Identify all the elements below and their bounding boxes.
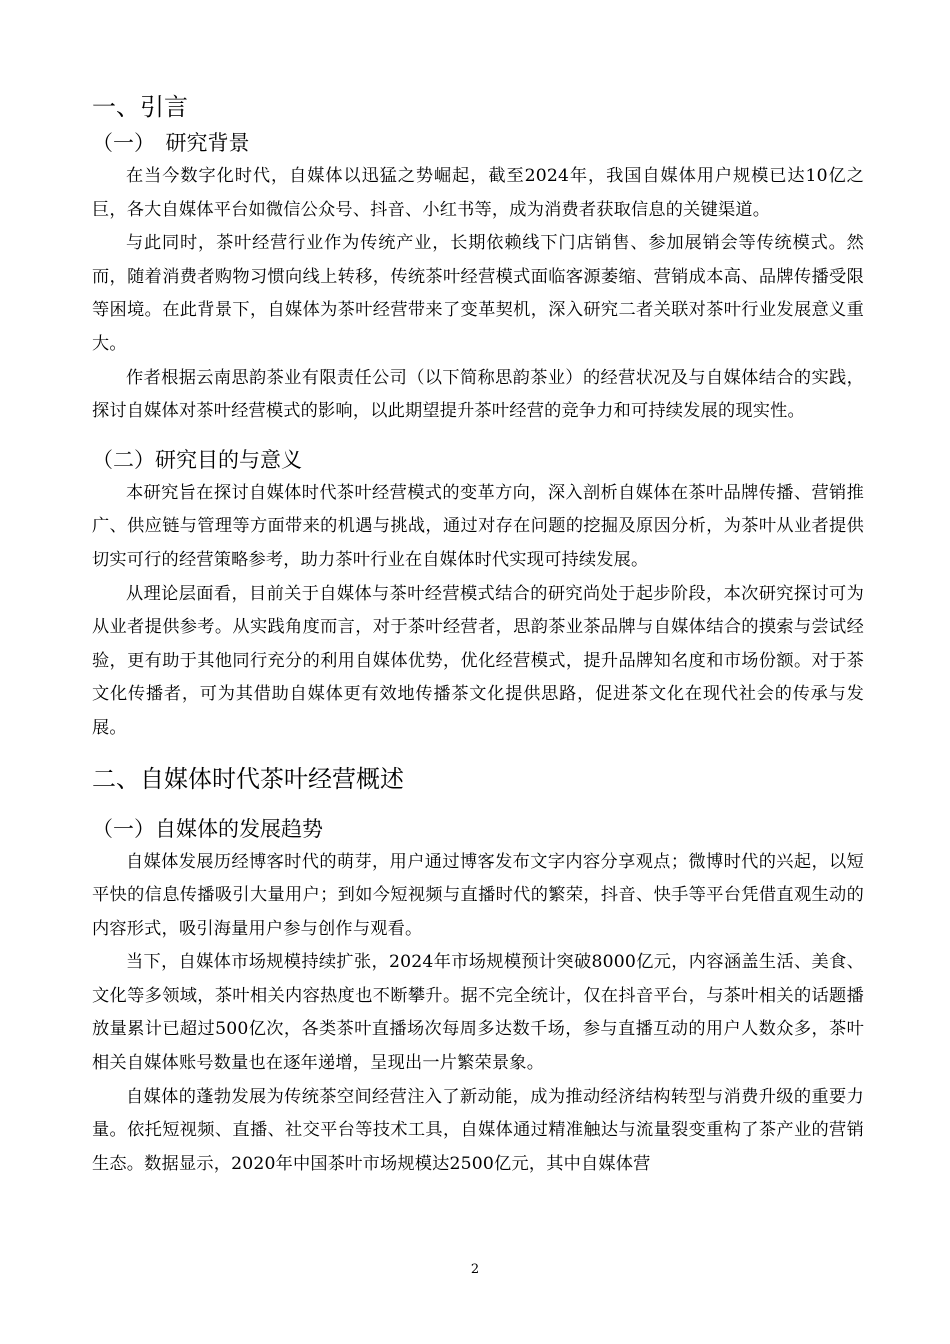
section-heading-introduction: 一、引言 [92,93,188,121]
paragraph: 从理论层面看，目前关于自媒体与茶叶经营模式结合的研究尚处于起步阶段，本次研究探讨可为从业者提供参考。从实践角度而言，对于茶叶经营者，思韵茶业茶品牌与自媒体结合的摸索与尝试经验，更有助于其他同行充分的利用自媒体优势，优化经营模式，提升品牌知名度和市场份额。对于茶文化传播者，可为其借助自媒体更有效地传播茶文化提供思路，促进茶文化在现代社会的传承与发展。 [92,583,864,738]
page-body [92,88,864,1181]
paragraph: 自媒体的蓬勃发展为传统茶空间经营注入了新动能，成为推动经济结构转型与消费升级的重要力量。依托短视频、直播、社交平台等技术工具，自媒体通过精准触达与流量裂变重构了茶产业的营销生态。数据显示，2020年中国茶叶市场规模达2500亿元，其中自媒体营 [92,1086,864,1174]
subsection-heading-background: （一） 研究背景 [92,131,250,155]
paragraph: 作者根据云南思韵茶业有限责任公司（以下简称思韵茶业）的经营状况及与自媒体结合的实践，探讨自媒体对茶叶经营模式的影响，以此期望提升茶叶经营的竞争力和可持续发展的现实性。 [92,367,864,422]
paragraph: 当下，自媒体市场规模持续扩张，2024年市场规模预计突破8000亿元，内容涵盖生活、美食、文化等多领域，茶叶相关内容热度也不断攀升。据不完全统计，仅在抖音平台，与茶叶相关的话题播放量累计已超过500亿次，各类茶叶直播场次每周多达数千场，参与直播互动的用户人数众多，茶叶相关自媒体账号数量也在逐年递增，呈现出一片繁荣景象。 [92,952,864,1074]
subsection-heading-purpose: （二）研究目的与意义 [92,447,302,472]
paragraph: 本研究旨在探讨自媒体时代茶叶经营模式的变革方向，深入剖析自媒体在茶叶品牌传播、营销推广、供应链与管理等方面带来的机遇与挑战，通过对存在问题的挖掘及原因分析，为茶叶从业者提供切实可行的经营策略参考，助力茶叶行业在自媒体时代实现可持续发展。 [92,482,864,570]
paragraph: 在当今数字化时代，自媒体以迅猛之势崛起，截至2024年，我国自媒体用户规模已达10亿之巨，各大自媒体平台如微信公众号、抖音、小红书等，成为消费者获取信息的关键渠道。 [92,166,864,220]
paragraph: 与此同时，茶叶经营行业作为传统产业，长期依赖线下门店销售、参加展销会等传统模式。然而，随着消费者购物习惯向线上转移，传统茶叶经营模式面临客源萎缩、营销成本高、品牌传播受限等困境。在此背景下，自媒体为茶叶经营带来了变革契机，深入研究二者关联对茶叶行业发展意义重大。 [92,233,864,354]
page-number: 2 [470,1262,480,1277]
section-heading-overview: 二、自媒体时代茶叶经营概述 [92,764,404,793]
subsection-heading-trends: （一）自媒体的发展趋势 [92,816,323,841]
paragraph: 自媒体发展历经博客时代的萌芽，用户通过博客发布文字内容分享观点；微博时代的兴起，以短平快的信息传播吸引大量用户；到如今短视频与直播时代的繁荣，抖音、快手等平台凭借直观生动的内容形式，吸引海量用户参与创作与观看。 [92,851,864,939]
